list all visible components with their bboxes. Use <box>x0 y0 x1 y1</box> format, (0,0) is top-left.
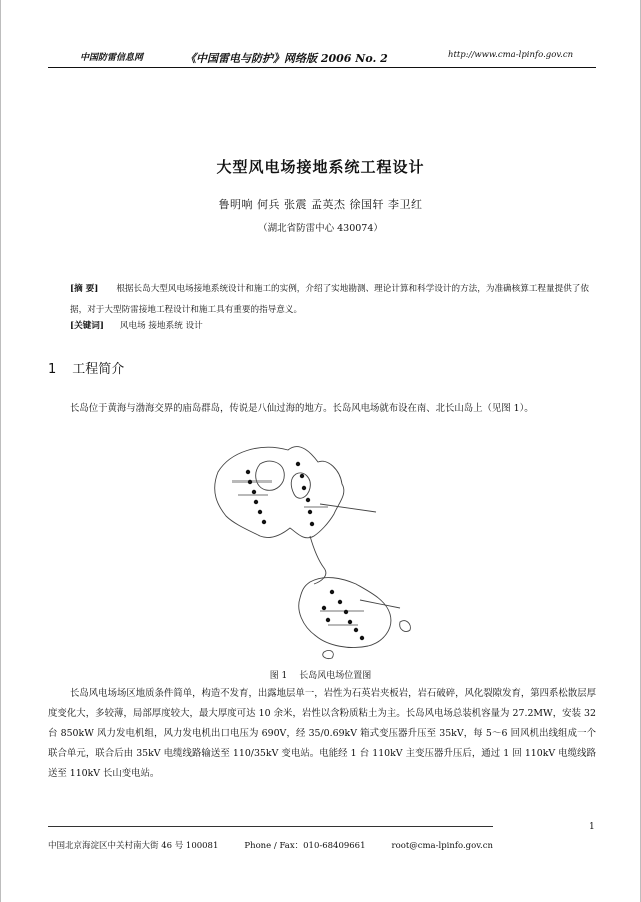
wind-farm-location-map <box>200 432 430 660</box>
leader-line-south <box>360 600 400 608</box>
footer <box>48 839 519 851</box>
author-list: 鲁明响 何兵 张震 孟英杰 徐国轩 李卫红 <box>218 198 423 211</box>
figure-caption <box>0 668 641 681</box>
keywords-label: [关键词] <box>70 321 104 331</box>
header-rule <box>48 67 596 68</box>
header-site-name: 中国防雷信息网 <box>80 53 144 63</box>
paper-title: 大型风电场接地系统工程设计 <box>216 158 425 176</box>
section-heading <box>48 358 124 377</box>
affiliation: （湖北省防雷中心 430074） <box>258 223 383 234</box>
header-journal: 《中国雷电与防护》网络版 2006 No. 2 <box>185 52 388 65</box>
section-title: 工程简介 <box>72 362 125 377</box>
abstract <box>70 279 598 321</box>
section-number: 1 <box>48 362 57 377</box>
turbine-markers <box>246 462 364 640</box>
footer-address: 中国北京海淀区中关村南大街 46 号 100081 <box>48 841 219 851</box>
north-island-inner-lake <box>256 461 285 490</box>
islet-south <box>323 650 334 658</box>
figure-caption-text: 长岛风电场位置图 <box>299 671 372 681</box>
figure-number: 图 1 <box>269 671 288 681</box>
footer-phone: Phone / Fax：010-68409661 <box>244 841 366 851</box>
header-url[interactable]: http://www.cma-lpinfo.gov.cn <box>448 50 574 60</box>
abstract-text: 根据长岛大型风电场接地系统设计和施工的实例，介绍了实地勘测、理论计算和科学设计的方法，为准确核算工程量提供了依据，对于大型防雷接地工程设计和施工具有重要的指导意义。 <box>70 284 589 315</box>
body-paragraph-2: 长岛风电场场区地质条件简单，构造不发育，出露地层单一，岩性为石英岩夹板岩，岩石破碎，风化裂隙发育，第四系松散层厚度变化大，多较薄，局部厚度较大，最大厚度可达 10 余米，岩性以含粉质粘土为主。长岛风电场总装机容量为 27.2MW，安装 32 台 850kW 风力发电机组，风力发电机出口电压为 690V，经 35/0.69kV 箱式变压器升压至 35kV，每 5～6 回风机出线组成一个联合单元，联合后由 35kV 电缆线路输送至 110/35kV 变电站。电能经 1 台 110kV 主变压器升压后，通过 1 回 110kV 电缆线路送至 110kV 长山变电站。 <box>48 688 596 779</box>
islet-east <box>400 621 411 632</box>
north-island-outline <box>215 447 344 538</box>
footer-email[interactable]: root@cma-lpinfo.gov.cn <box>391 841 493 851</box>
keywords-text: 风电场 接地系统 设计 <box>119 321 203 331</box>
abstract-label: [摘 要] <box>70 284 99 294</box>
footer-rule <box>48 826 493 827</box>
keywords <box>70 319 598 331</box>
body-paragraph-1: 长岛位于黄海与渤海交界的庙岛群岛，传说是八仙过海的地方。长岛风电场就布设在南、北长山岛上（见图 1）。 <box>70 403 534 414</box>
causeway <box>310 536 326 584</box>
leader-line-north <box>320 504 376 512</box>
page-number: 1 <box>589 822 595 832</box>
page-border-left <box>0 0 1 902</box>
